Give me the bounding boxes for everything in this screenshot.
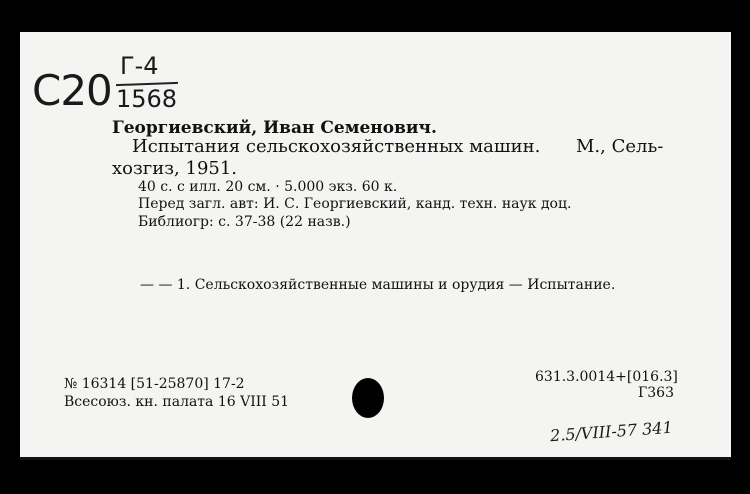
call-number-top: Г-4 — [120, 52, 159, 80]
title-line-2: хозгиз, 1951. — [112, 158, 238, 179]
catalog-card — [20, 32, 731, 460]
author-heading: Георгиевский, Иван Семенович. — [112, 118, 437, 138]
subject-heading: — — 1. Сельскохозяйственные машины и орудия — Испытание. — [140, 277, 616, 293]
bottom-edge-rule — [20, 457, 731, 460]
physical-description: 40 с. с илл. 20 см. · 5.000 экз. 60 к. — [138, 179, 398, 195]
punch-hole — [352, 378, 384, 418]
publisher-line-1: М., Сель- — [576, 136, 664, 157]
title-line-1: Испытания сельскохозяйственных машин. — [132, 136, 541, 157]
call-number-bottom: 1568 — [116, 85, 178, 113]
bibliography-note: Библиогр: с. 37-38 (22 назв.) — [138, 214, 351, 230]
chamber-imprint: Всесоюз. кн. палата 16 VIII 51 — [64, 394, 290, 410]
call-number-main: С20 — [32, 66, 112, 115]
card-number: № 16314 [51-25870] 17-2 — [64, 376, 245, 392]
author-code: Г363 — [638, 385, 674, 401]
handwritten-note: 2.5/VIII-57 341 — [549, 417, 674, 446]
author-note: Перед загл. авт: И. С. Георгиевский, канд. техн. наук доц. — [138, 196, 572, 212]
classification-number: 631.3.0014+[016.3] — [535, 369, 678, 385]
